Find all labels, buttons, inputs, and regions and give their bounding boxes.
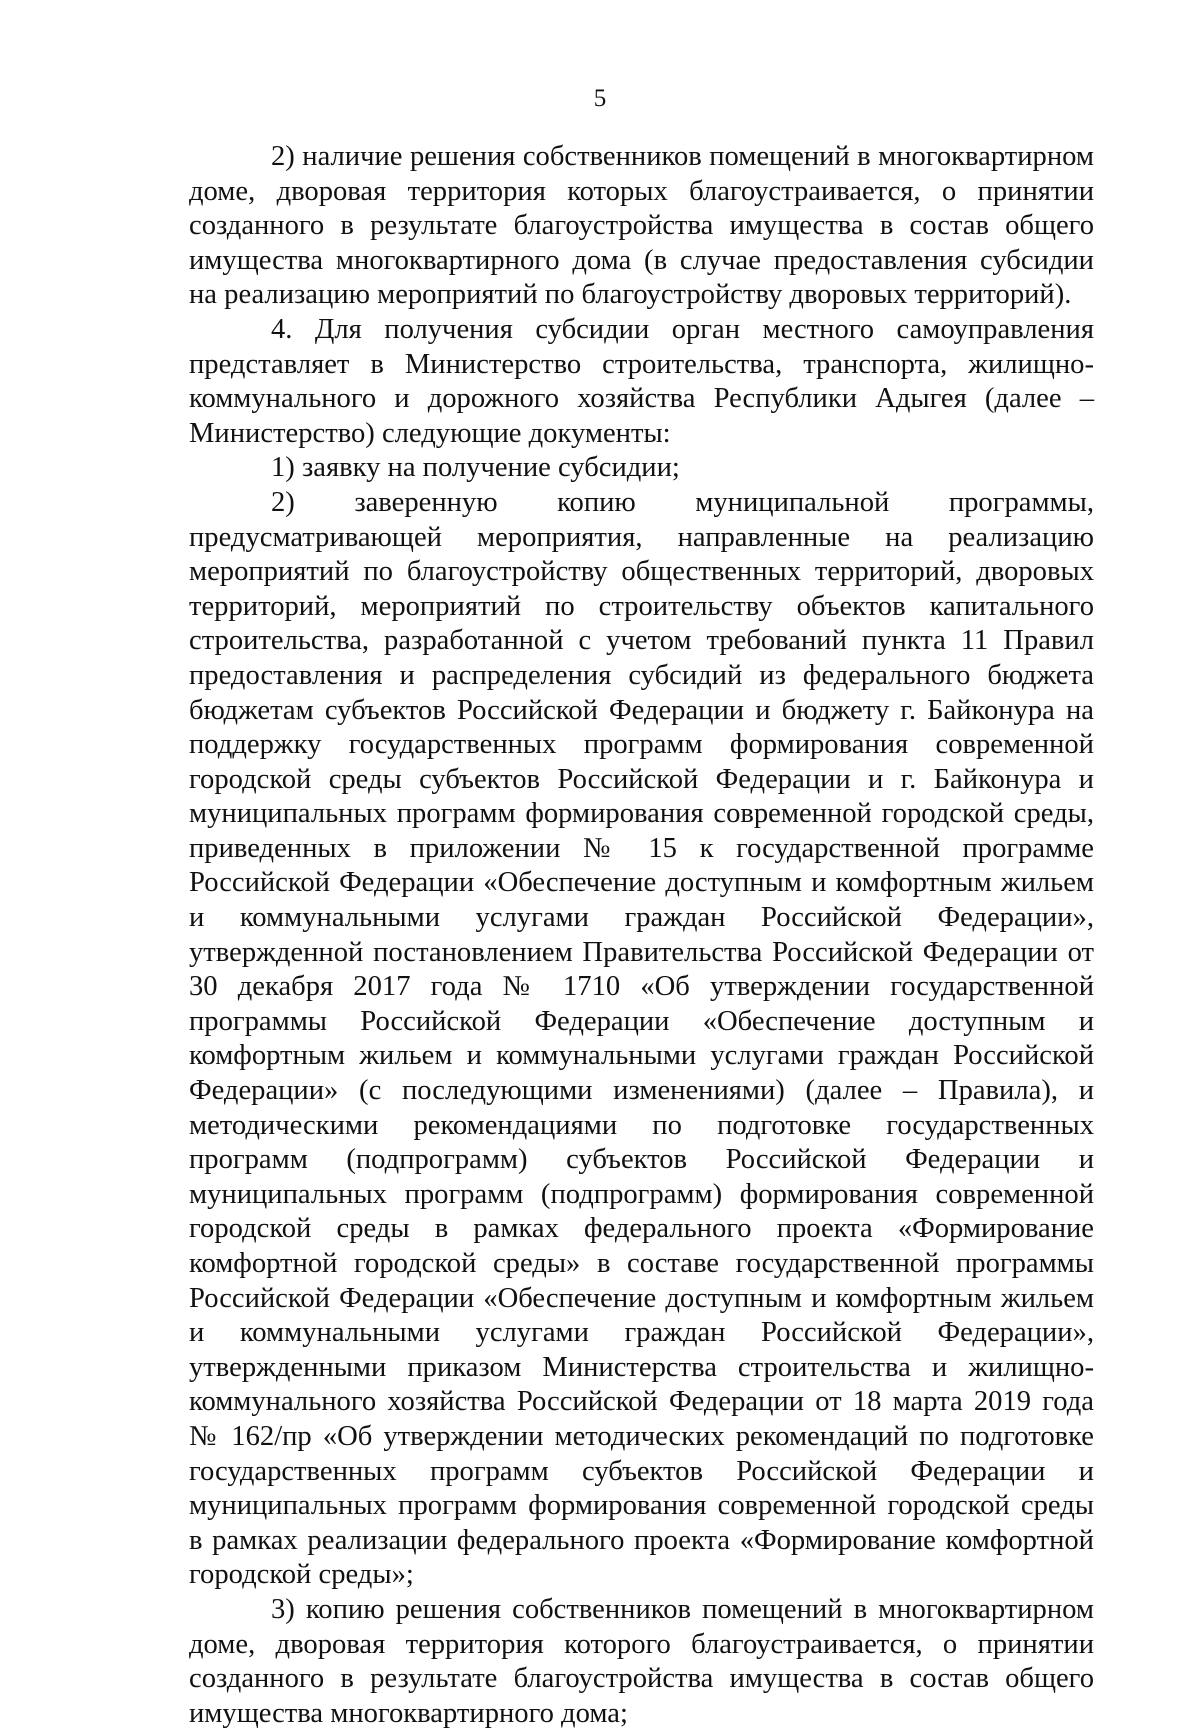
paragraph-item-3-decision-copy: 3) копию решения собственников помещений в многоквартирном доме, дворовая территория которого благоустраивается, о принятии созданного в результате благоустройства имущества в состав общего имущества многоквартирного дома; [189, 1593, 1094, 1729]
paragraph-item-1-application: 1) заявку на получение субсидии; [271, 452, 680, 484]
document-body [189, 140, 1094, 1731]
paragraph-item-2-owner-decision: 2) наличие решения собственников помещений в многоквартирном доме, дворовая территория которых благоустраивается, о принятии созданного в результате благоустройства имущества в состав общего имущества многоквартирного дома (в случае предоставления субсидии на реализацию мероприятий по благоустройству дворовых территорий). [189, 141, 1094, 311]
paragraph-section-4-documents: 4. Для получения субсидии орган местного самоуправления представляет в Министерство строительства, транспорта, жилищно-коммунального и дорожного хозяйства Республики Адыгея (далее – Министерство) следующие документы: [189, 313, 1094, 449]
page-number: 5 [593, 85, 607, 112]
paragraph-item-2-program-copy: 2) заверенную копию муниципальной программы, предусматривающей мероприятия, направленные на реализацию мероприятий по благоустройству общественных территорий, дворовых территорий, мероприятий по строительству объектов капитального строительства, разработанной с учетом требований пункта 11 Правил предоставления и распределения субсидий из федерального бюджета бюджетам субъектов Российской Федерации и бюджету г. Байконура на поддержку государственных программ формирования современной городской среды субъектов Российской Федерации и г. Байконура и муниципальных программ формирования современной городской среды, приведенных в приложении № 15 к государственной программе Российской Федерации «Обеспечение доступным и комфортным жильем и коммунальными услугами граждан Российской Федерации», утвержденной постановлением Правительства Российской Федерации от 30 декабря 2017 года № 1710 «Об утверждении государственной программы Российской Федерации «Обеспечение доступным и комфортным жильем и коммунальными услугами граждан Российской Федерации» (с последующими изменениями) (далее – Правила), и методическими рекомендациями по подготовке государственных программ (подпрограмм) субъектов Российской Федерации и муниципальных программ (подпрограмм) формирования современной городской среды в рамках федерального проекта «Формирование комфортной городской среды» в составе государственной программы Российской Федерации «Обеспечение доступным и комфортным жильем и коммунальными услугами граждан Российской Федерации», утвержденными приказом Министерства строительства и жилищно-коммунального хозяйства Российской Федерации от 18 марта 2019 года № 162/пр «Об утверждении методических рекомендаций по подготовке государственных программ субъектов Российской Федерации и муниципальных программ формирования современной городской среды в рамках реализации федерального проекта «Формирование комфортной городской среды»; [189, 486, 1094, 1591]
